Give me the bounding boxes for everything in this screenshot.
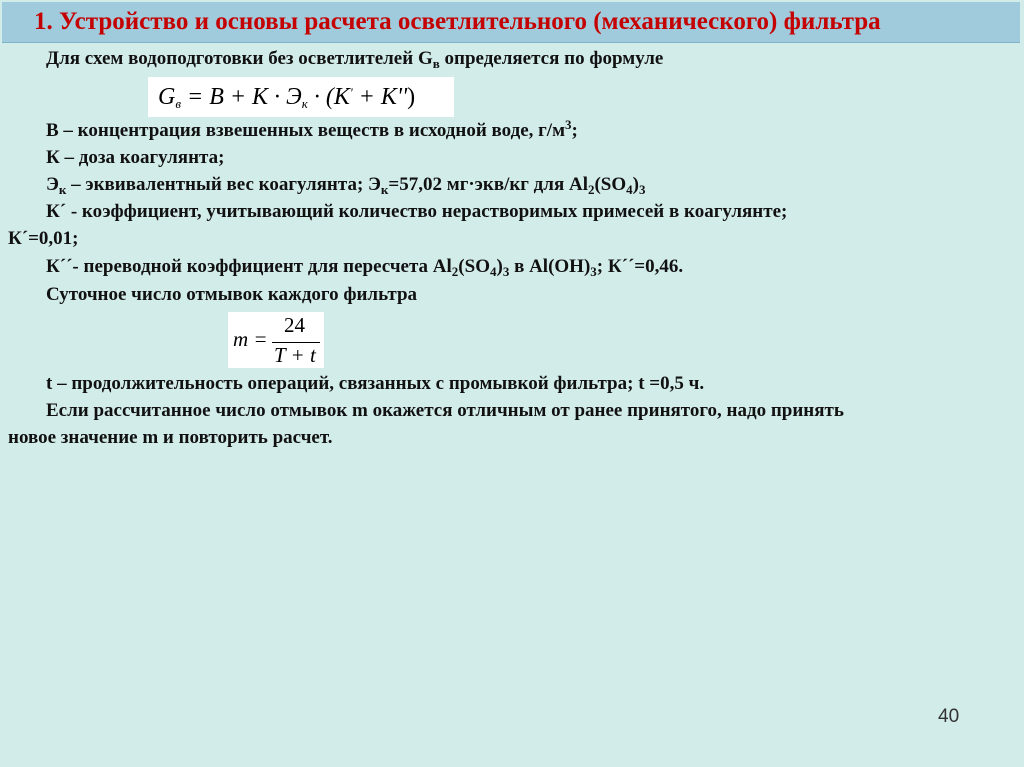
def-e-p4: (SO <box>594 174 627 195</box>
def-e-p3: =57,02 мг·экв/кг для Al <box>388 174 588 195</box>
page-number: 40 <box>938 706 960 727</box>
def-e-s3: 2 <box>587 182 595 197</box>
def-e-s5: 3 <box>639 182 646 197</box>
formula-prime: ' <box>349 85 353 100</box>
formula-gv <box>148 77 454 117</box>
def-k2 <box>46 256 683 278</box>
def-k1-line1: К´ - коэффициент, учитывающий количество нерастворимых примесей в коагулянте; <box>46 201 788 222</box>
def-k: К – доза коагулянта; <box>46 147 225 168</box>
def-b-sup: 3 <box>565 117 572 132</box>
intro-text: Для схем водоподготовки без осветлителей G <box>46 48 433 69</box>
formula-rest: = B + K · Э <box>181 84 302 110</box>
formula-paren: · (K <box>307 84 350 110</box>
def-e-p2: – эквивалентный вес коагулянта; Э <box>66 174 381 195</box>
formula-m-denominator: T + t <box>274 343 316 367</box>
formula-g: G <box>158 84 176 110</box>
def-k2-p1: К´´- переводной коэффициент для пересчета Al <box>46 256 452 277</box>
def-k2-s1: 2 <box>451 264 459 279</box>
def-e-s4: 4 <box>626 182 633 197</box>
def-e-s2: к <box>380 182 389 197</box>
def-b-tail: ; <box>571 120 578 141</box>
formula-m <box>228 312 324 368</box>
intro-line <box>46 48 663 70</box>
def-k2-p2: (SO <box>458 256 490 277</box>
def-k1-line2: К´=0,01; <box>8 228 79 249</box>
def-b <box>46 117 578 142</box>
def-k2-s2: 4 <box>489 264 497 279</box>
formula-plus: + K'' <box>352 84 408 110</box>
formula-m-numerator: 24 <box>284 313 305 337</box>
def-k2-p3: ) <box>496 256 503 277</box>
slide-title: 1. Устройство и основы расчета осветлительного (механического) фильтра <box>34 8 881 35</box>
title-bar <box>2 2 1020 43</box>
intro-sub: в <box>432 56 440 71</box>
t-definition: t – продолжительность операций, связанных с промывкой фильтра; t =0,5 ч. <box>46 373 705 394</box>
def-k2-s4: 3 <box>590 264 597 279</box>
def-e-p1: Э <box>46 174 59 195</box>
def-k2-p5: ; К´´=0,46. <box>596 256 684 277</box>
def-e-p5: ) <box>632 174 639 195</box>
def-e <box>46 174 646 196</box>
note-line1: Если рассчитанное число отмывок m окажется отличным от ранее принятого, надо принять <box>46 400 844 421</box>
def-b-text: В – концентрация взвешенных веществ в исходной воде, г/м <box>46 120 566 141</box>
formula-gv-expression <box>158 84 415 111</box>
daily-washes: Суточное число отмывок каждого фильтра <box>46 284 418 305</box>
formula-m-lhs: m = <box>233 327 268 351</box>
note-line2: новое значение m и повторить расчет. <box>8 427 333 448</box>
intro-tail: определяется по формуле <box>439 48 664 69</box>
def-k2-p4: в Al(OH) <box>509 256 591 277</box>
formula-g-sub: в <box>175 96 181 111</box>
def-e-s1: к <box>58 182 67 197</box>
def-k2-s3: 3 <box>502 264 510 279</box>
formula-close: ) <box>407 84 416 110</box>
formula-e-sub: к <box>301 96 308 111</box>
